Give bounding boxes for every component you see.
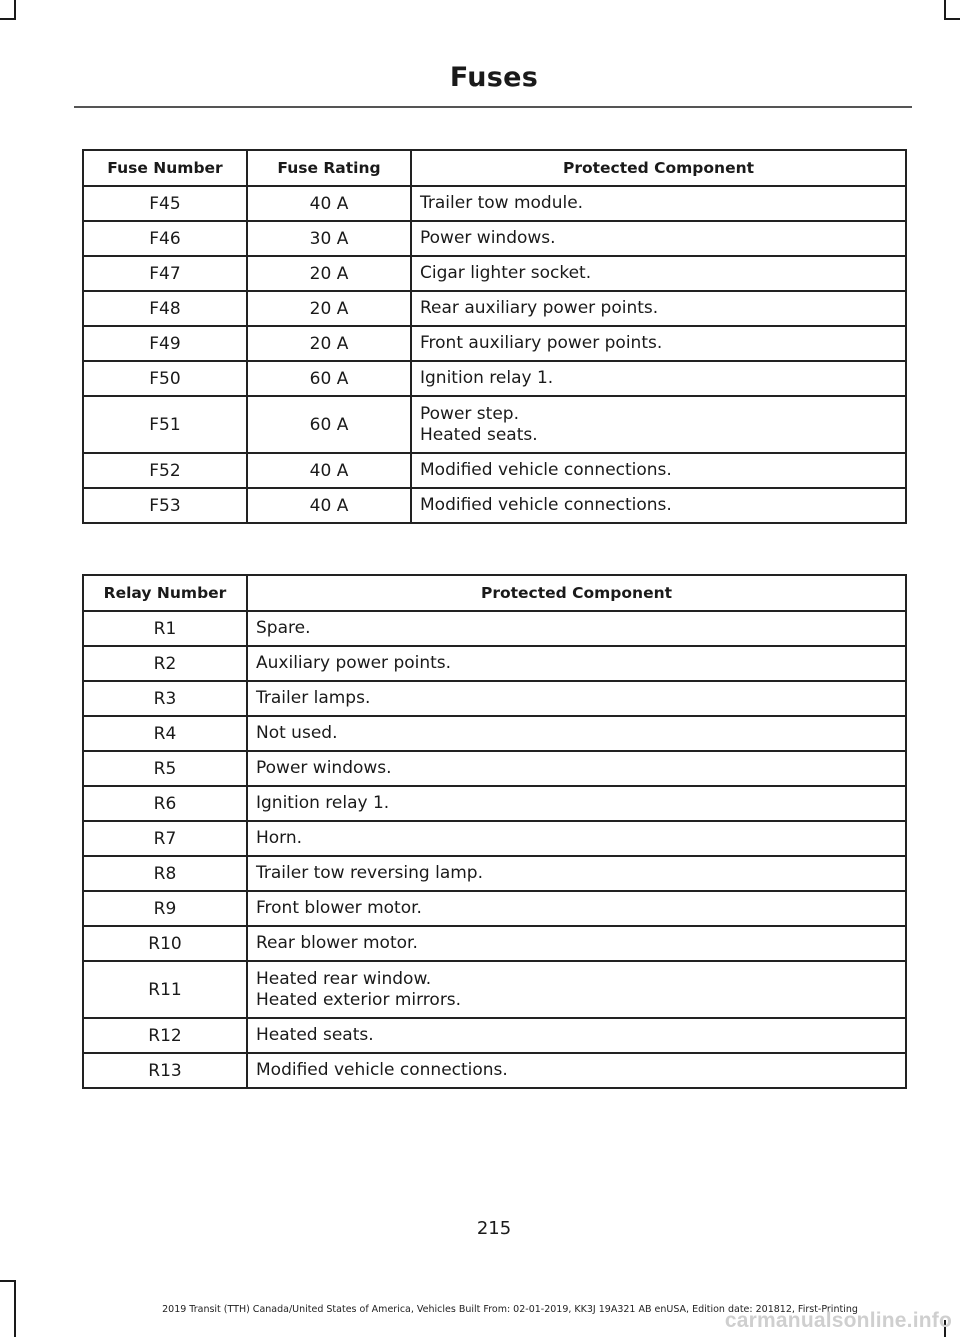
component-line: Horn.	[256, 828, 303, 848]
table-row	[83, 716, 906, 751]
crop-mark	[944, 18, 960, 20]
table-row	[83, 326, 906, 361]
component-line: Heated seats.	[420, 424, 538, 445]
component-line: Heated rear window.	[256, 968, 432, 989]
fuse-number-cell: F46	[83, 221, 247, 256]
component-line: Front auxiliary power points.	[420, 333, 663, 353]
protected-component-cell	[247, 751, 906, 786]
protected-component-cell	[247, 611, 906, 646]
table-row	[83, 751, 906, 786]
protected-component-cell	[247, 1053, 906, 1088]
title-divider	[74, 106, 912, 108]
fuse-number-cell: F52	[83, 453, 247, 488]
column-header-fuse-number: Fuse Number	[83, 150, 247, 186]
fuse-number-cell: F47	[83, 256, 247, 291]
table-row	[83, 821, 906, 856]
fuse-rating-cell: 60 A	[247, 396, 411, 453]
fuse-number-cell: F48	[83, 291, 247, 326]
table-header-row	[83, 150, 906, 186]
table-row	[83, 221, 906, 256]
component-line: Modified vehicle connections.	[420, 460, 672, 480]
column-header-protected-component: Protected Component	[411, 150, 906, 186]
relay-number-cell: R10	[83, 926, 247, 961]
protected-component-cell	[411, 221, 906, 256]
protected-component-cell	[247, 821, 906, 856]
protected-component-cell	[411, 291, 906, 326]
component-line: Trailer tow module.	[420, 193, 584, 213]
column-header-relay-number: Relay Number	[83, 575, 247, 611]
protected-component-cell	[411, 361, 906, 396]
component-line: Cigar lighter socket.	[420, 263, 592, 283]
component-line: Ignition relay 1.	[256, 793, 390, 813]
relay-number-cell: R8	[83, 856, 247, 891]
fuse-rating-cell: 40 A	[247, 186, 411, 221]
fuse-number-cell: F45	[83, 186, 247, 221]
relay-number-cell: R7	[83, 821, 247, 856]
relay-number-cell: R5	[83, 751, 247, 786]
table-row	[83, 891, 906, 926]
protected-component-cell	[411, 326, 906, 361]
table-row	[83, 291, 906, 326]
protected-component-cell	[411, 453, 906, 488]
crop-mark	[0, 18, 16, 20]
component-line: Rear auxiliary power points.	[420, 298, 659, 318]
component-line: Modified vehicle connections.	[256, 1060, 508, 1080]
component-line: Front blower motor.	[256, 898, 422, 918]
relay-number-cell: R4	[83, 716, 247, 751]
column-header-protected-component: Protected Component	[247, 575, 906, 611]
component-line: Trailer lamps.	[256, 688, 371, 708]
table-row	[83, 1018, 906, 1053]
table-row	[83, 926, 906, 961]
protected-component-cell	[247, 646, 906, 681]
fuse-rating-cell: 40 A	[247, 453, 411, 488]
relay-number-cell: R13	[83, 1053, 247, 1088]
fuse-number-cell: F51	[83, 396, 247, 453]
table-row	[83, 786, 906, 821]
fuse-number-cell: F49	[83, 326, 247, 361]
protected-component-cell	[247, 681, 906, 716]
component-line: Trailer tow reversing lamp.	[256, 863, 483, 883]
fuse-rating-cell: 40 A	[247, 488, 411, 523]
component-line: Heated exterior mirrors.	[256, 989, 462, 1010]
relay-table	[82, 574, 907, 1089]
relay-number-cell: R6	[83, 786, 247, 821]
table-row	[83, 361, 906, 396]
table-row	[83, 646, 906, 681]
protected-component-cell	[247, 786, 906, 821]
relay-number-cell: R11	[83, 961, 247, 1018]
table-row	[83, 1053, 906, 1088]
protected-component-cell	[247, 961, 906, 1018]
component-line: Power step.	[420, 403, 519, 424]
watermark: carmanualsonline.info	[724, 1309, 952, 1332]
page-number: 215	[476, 1218, 512, 1239]
component-line: Not used.	[256, 723, 338, 743]
relay-number-cell: R12	[83, 1018, 247, 1053]
protected-component-cell	[411, 256, 906, 291]
table-row	[83, 611, 906, 646]
table-row	[83, 856, 906, 891]
component-line: Ignition relay 1.	[420, 368, 554, 388]
crop-mark	[14, 0, 16, 20]
relay-number-cell: R1	[83, 611, 247, 646]
table-row	[83, 453, 906, 488]
component-line: Power windows.	[420, 228, 556, 248]
protected-component-cell	[247, 716, 906, 751]
relay-number-cell: R2	[83, 646, 247, 681]
table-row	[83, 488, 906, 523]
protected-component-cell	[411, 186, 906, 221]
fuse-rating-cell: 20 A	[247, 291, 411, 326]
fuse-rating-cell: 60 A	[247, 361, 411, 396]
component-line: Auxiliary power points.	[256, 653, 452, 673]
protected-component-cell	[411, 488, 906, 523]
fuse-rating-cell: 30 A	[247, 221, 411, 256]
component-line: Modified vehicle connections.	[420, 495, 672, 515]
fuse-table	[82, 149, 907, 524]
protected-component-cell	[247, 856, 906, 891]
protected-component-cell	[247, 1018, 906, 1053]
table-header-row	[83, 575, 906, 611]
relay-table-body	[83, 611, 906, 1088]
table-row	[83, 961, 906, 1018]
fuse-rating-cell: 20 A	[247, 326, 411, 361]
component-line: Rear blower motor.	[256, 933, 418, 953]
protected-component-cell	[411, 396, 906, 453]
table-row	[83, 186, 906, 221]
fuse-number-cell: F53	[83, 488, 247, 523]
table-row	[83, 256, 906, 291]
protected-component-cell	[247, 891, 906, 926]
column-header-fuse-rating: Fuse Rating	[247, 150, 411, 186]
fuse-number-cell: F50	[83, 361, 247, 396]
relay-number-cell: R3	[83, 681, 247, 716]
protected-component-cell	[247, 926, 906, 961]
fuse-rating-cell: 20 A	[247, 256, 411, 291]
fuse-table-body	[83, 186, 906, 523]
table-row	[83, 681, 906, 716]
component-line: Heated seats.	[256, 1025, 374, 1045]
component-line: Power windows.	[256, 758, 392, 778]
page-title: Fuses	[449, 62, 539, 93]
crop-mark	[0, 1280, 16, 1282]
edition-footer: 2019 Transit (TTH) Canada/United States of America, Vehicles Built From: 02-01-2019, KK3J 19A321 AB enUSA, Edition date: 201812, First-Printing	[162, 1304, 858, 1315]
component-line: Spare.	[256, 618, 311, 638]
crop-mark	[944, 0, 946, 20]
table-row	[83, 396, 906, 453]
relay-number-cell: R9	[83, 891, 247, 926]
